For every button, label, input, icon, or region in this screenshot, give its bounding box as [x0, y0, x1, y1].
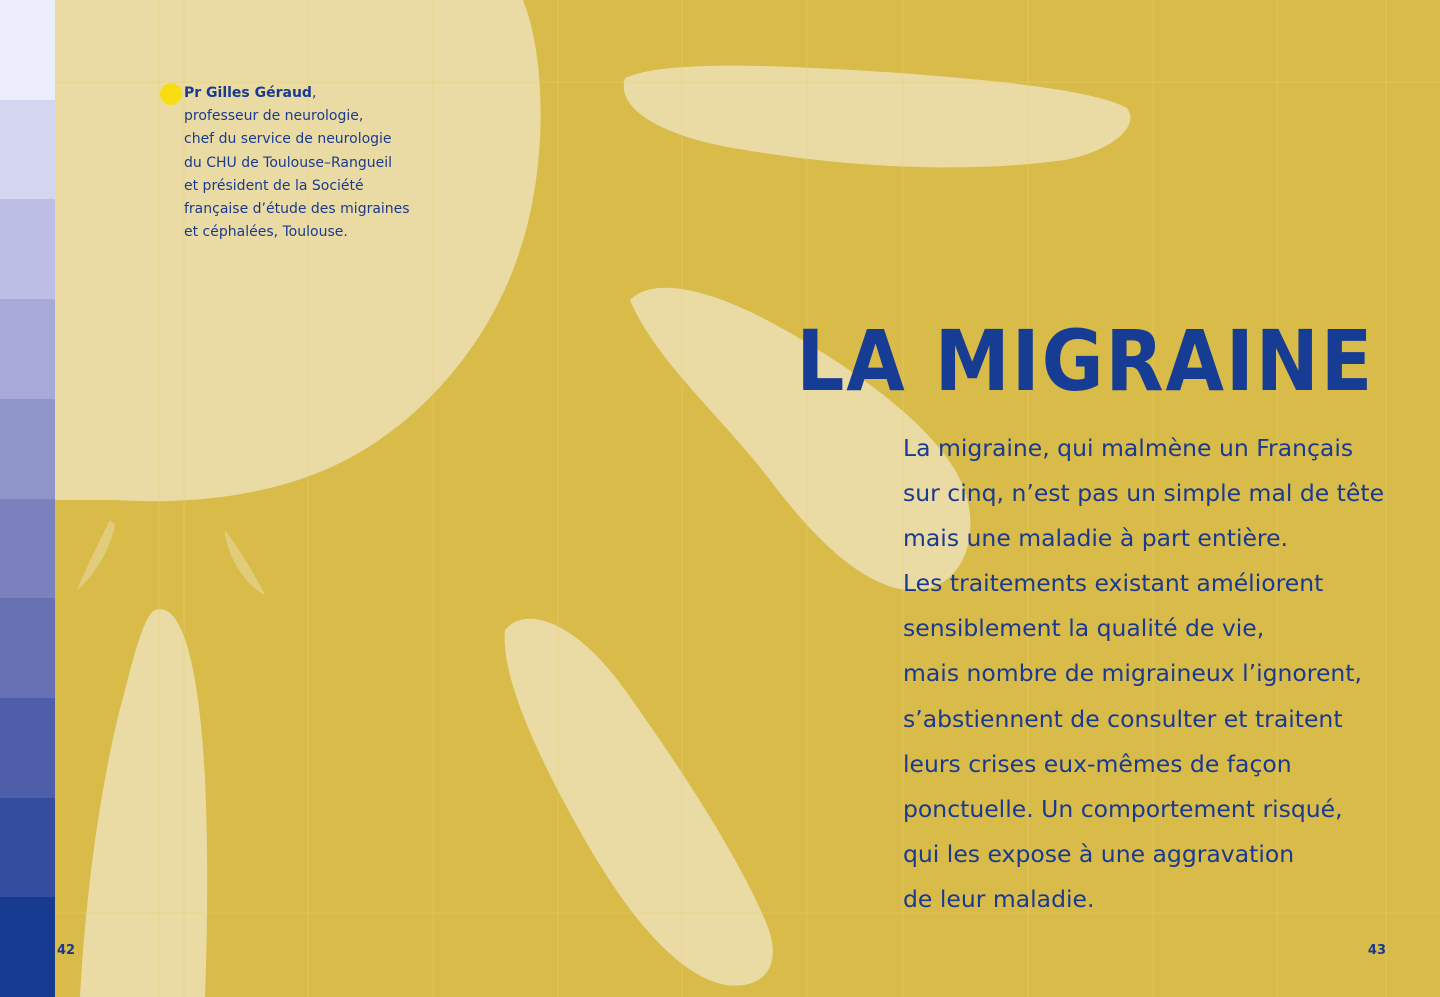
intro-line: qui les expose à une aggravation: [903, 839, 1295, 868]
chapter-title: LA MIGRAINE: [796, 312, 1374, 410]
intro-line: Les traitements existant améliorent: [903, 569, 1324, 598]
author-line: et président de la Société: [184, 177, 364, 194]
intro-line: mais une maladie à part entière.: [903, 524, 1289, 553]
stripe-swatch: [0, 798, 55, 898]
sepal: [77, 520, 115, 590]
author-credit: [184, 82, 424, 244]
intro-line: mais nombre de migraineux l’ignorent,: [903, 659, 1362, 688]
intro-line: s’abstiennent de consulter et traitent: [903, 704, 1343, 733]
stripe-swatch: [0, 299, 55, 399]
stripe-swatch: [0, 698, 55, 798]
author-line: française d’étude des migraines: [184, 201, 410, 218]
intro-line: de leur maladie.: [903, 884, 1095, 913]
author-name-line: [184, 82, 424, 105]
page-number-right: 43: [1367, 943, 1386, 958]
intro-line: sur cinq, n’est pas un simple mal de tête: [903, 479, 1385, 508]
intro-line: sensiblement la qualité de vie,: [903, 614, 1265, 643]
author-line: et céphalées, Toulouse.: [184, 224, 348, 241]
stripe-swatch: [0, 199, 55, 299]
intro-paragraph: [903, 426, 1403, 922]
stripe-swatch: [0, 499, 55, 599]
stripe-swatch: [0, 897, 55, 997]
color-stripe-bar: [0, 0, 55, 997]
sepal: [225, 530, 265, 595]
magazine-spread: [55, 0, 1440, 997]
stripe-swatch: [0, 598, 55, 698]
author-name-suffix: ,: [311, 85, 317, 101]
stripe-swatch: [0, 0, 55, 100]
petal-bottom-middle: [505, 619, 773, 986]
petal-bottom-left: [80, 609, 207, 997]
stripe-swatch: [0, 100, 55, 200]
petal-top: [624, 66, 1131, 168]
intro-line: La migraine, qui malmène un Français: [903, 434, 1354, 462]
intro-line: leurs crises eux-mêmes de façon: [903, 749, 1292, 778]
author-line: professeur de neurologie,: [184, 108, 364, 125]
stripe-swatch: [0, 399, 55, 499]
author-line: du CHU de Toulouse–Rangueil: [184, 154, 393, 171]
author-name: Pr Gilles Géraud: [184, 85, 312, 101]
page-number-left: 42: [57, 943, 76, 958]
author-line: chef du service de neurologie: [184, 131, 392, 148]
yellow-dot-marker: [160, 83, 182, 105]
flower-center-shape: [55, 0, 541, 501]
intro-line: ponctuelle. Un comportement risqué,: [903, 794, 1343, 823]
